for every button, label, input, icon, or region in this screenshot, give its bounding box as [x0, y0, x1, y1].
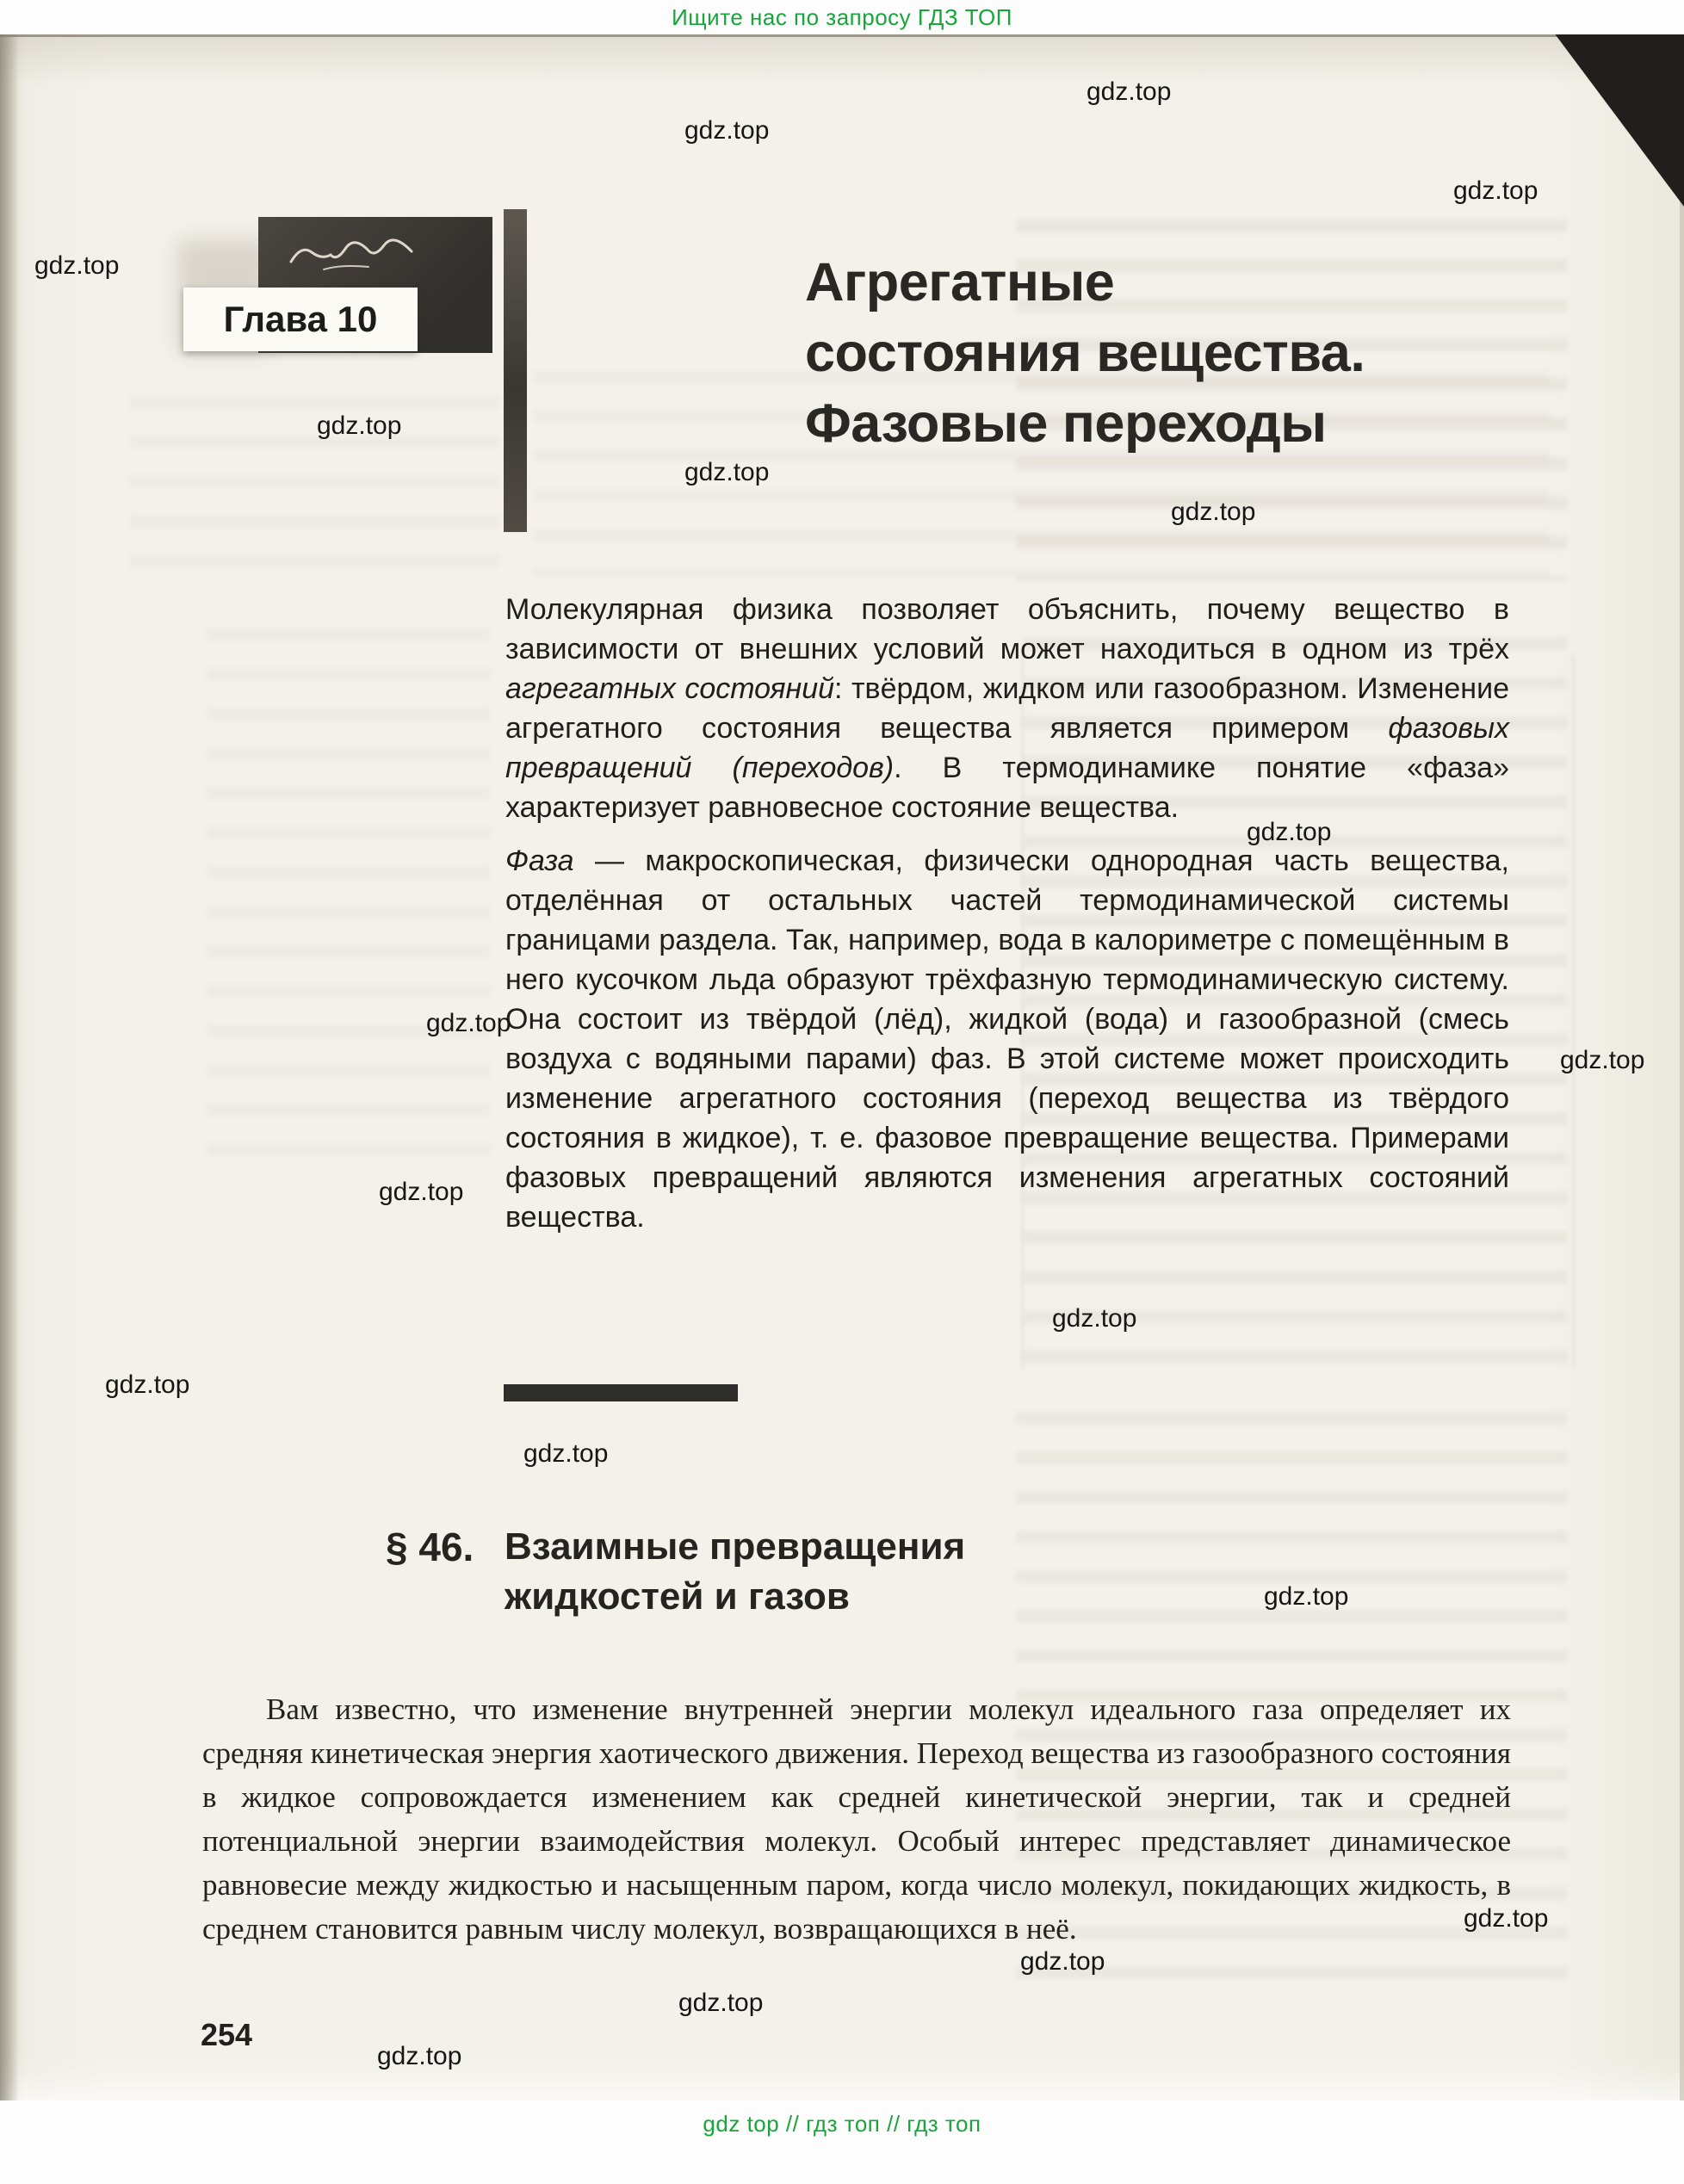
page-title-line3: Фазовые переходы [805, 393, 1327, 454]
watermark: gdz.top [377, 2042, 462, 2070]
signature-scribble-icon [284, 234, 422, 275]
section-divider-bar [504, 1384, 738, 1401]
scanned-page [0, 34, 1684, 2100]
intro-text-block [505, 590, 1509, 1237]
watermark: gdz.top [678, 1989, 764, 2017]
section-title-line2: жидкостей и газов [505, 1575, 850, 1618]
promo-text-top: Ищите нас по запросу ГДЗ ТОП [672, 3, 1012, 30]
chapter-label-box [183, 288, 418, 351]
page-number: 254 [201, 2017, 253, 2052]
bottom-band [0, 2100, 1684, 2184]
page-title-line1: Агрегатные [805, 252, 1115, 312]
page-top-edge [0, 34, 1684, 37]
watermark: gdz.top [1264, 1582, 1349, 1611]
watermark: gdz.top [1453, 176, 1539, 205]
paragraph-section-body: Вам известно, что изменение внутренней энергии молекул идеального газа определяет их средняя кинетическая энергия хаотического движения. Переход вещества из газообразного состояния в жидкое сопровождается изменением как средней кинетической энергии, так и средней потенциальной энергии взаимодействия молекул. Особый интерес представляет динамическое равновесие между жидкостью и насыщенным паром, когда число молекул, покидающих жидкость, в среднем становится равным числу молекул, возвращающихся в неё. [202, 1692, 1511, 1946]
bleedthrough-text-artifact [207, 628, 491, 1179]
page-edge-shadow-left [0, 34, 19, 2100]
section-number: § 46. [386, 1525, 474, 1569]
top-band [0, 0, 1684, 34]
watermark: gdz.top [684, 458, 770, 486]
watermark: gdz.top [34, 251, 120, 280]
watermark: gdz.top [1020, 1947, 1105, 1976]
watermark: gdz.top [1560, 1046, 1645, 1074]
chapter-label: Глава 10 [223, 299, 378, 339]
watermark: gdz.top [317, 411, 402, 440]
page-corner-fold [1538, 34, 1684, 207]
watermark: gdz.top [426, 1009, 511, 1037]
paragraph-phase-definition: Фаза — макроскопическая, физически однородная часть вещества, отделённая от остальных частей термодинамической системы границами раздела. Так, например, вода в калориметре с помещённым в него кусочком льда образуют трёхфазную термодинамическую систему. Она состоит из твёрдой (лёд), жидкой (вода) и газообразной (смесь воздуха с водяными парами) фаз. В этой системе может происходить изменение агрегатного состояния (переход вещества из твёрдого состояния в жидкое), т. е. фазовое превращение вещества. Примерами фазовых превращений являются изменения агрегатных состояний вещества. [505, 845, 1509, 1234]
page-title [805, 247, 1563, 459]
section-title [505, 1522, 965, 1622]
promo-text-bottom: gdz top // гдз топ // гдз топ [703, 2111, 981, 2137]
watermark: gdz.top [1052, 1304, 1137, 1333]
bleedthrough-text-artifact [129, 396, 499, 577]
section-title-line1: Взаимные превращения [505, 1525, 966, 1568]
watermark: gdz.top [523, 1439, 609, 1468]
page-edge-shadow-right [1680, 34, 1684, 2100]
watermark: gdz.top [1171, 498, 1256, 526]
watermark: gdz.top [1247, 818, 1332, 846]
watermark: gdz.top [1464, 1904, 1549, 1933]
paragraph-intro-1: Молекулярная физика позволяет объяснить, почему вещество в зависимости от внешних условий может находиться в одном из трёх агрегатных состояний: твёрдом, жидком или газообразном. Изменение агрегатного состояния вещества является примером фазовых превращений (переходов). В термодинамике понятие «фаза» характеризует равновесное состояние вещества. [505, 593, 1509, 824]
watermark: gdz.top [105, 1370, 190, 1399]
bleedthrough-rule [1572, 654, 1575, 1369]
watermark: gdz.top [379, 1178, 464, 1206]
watermark: gdz.top [684, 116, 770, 145]
section-heading [386, 1522, 965, 1622]
watermark: gdz.top [1087, 77, 1172, 106]
page-title-line2: состояния вещества. [805, 323, 1365, 383]
title-rule-bar [504, 209, 527, 532]
